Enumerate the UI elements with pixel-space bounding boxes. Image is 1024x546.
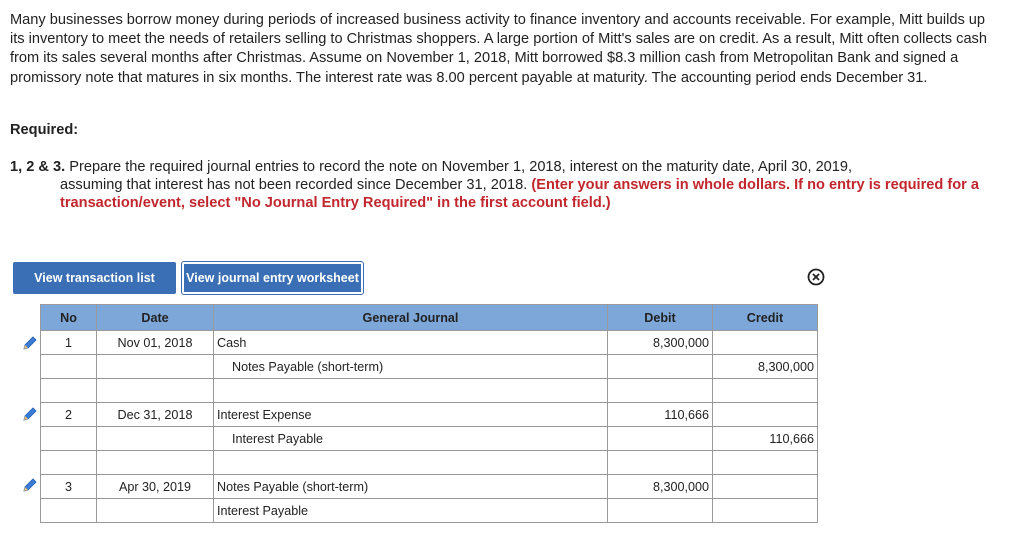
cell-date [97,451,214,475]
instruction-note: (Enter your answers in whole dollars. If no entry is required for a transaction/event, select "No Journal Entry Required" in the first account field.) [60,177,979,212]
cell-account[interactable]: Cash [214,331,608,355]
cell-credit[interactable]: 8,300,000 [713,355,818,379]
edit-entry-1-icon[interactable] [22,335,38,351]
cell-debit[interactable]: 8,300,000 [608,475,713,499]
header-no: No [41,305,97,331]
general-journal-table [40,304,818,523]
cell-credit[interactable] [713,379,818,403]
table-row[interactable] [41,475,818,499]
instruction-text: Prepare the required journal entries to record the note on November 1, 2018, interest on the maturity date, April 30, 2019, [69,159,853,175]
cell-debit[interactable] [608,499,713,523]
cell-debit[interactable]: 8,300,000 [608,331,713,355]
cell-date: Nov 01, 2018 [97,331,214,355]
close-icon[interactable] [807,268,825,286]
cell-debit[interactable]: 110,666 [608,403,713,427]
header-debit: Debit [608,305,713,331]
cell-no [41,451,97,475]
table-row[interactable] [41,379,818,403]
cell-credit[interactable] [713,331,818,355]
cell-no [41,499,97,523]
header-date: Date [97,305,214,331]
cell-credit[interactable] [713,475,818,499]
cell-credit[interactable] [713,499,818,523]
cell-no [41,427,97,451]
cell-date [97,427,214,451]
problem-paragraph: Many businesses borrow money during periods of increased business activity to finance inventory and accounts receivable. For example, Mitt builds up its inventory to meet the needs of retailers selling to Christmas shoppers. A large portion of Mitt's sales are on credit. As a result, Mitt often collects cash from its sales several months after Christmas. Assume on November 1, 2018, Mitt borrowed $8.3 million cash from Metropolitan Bank and signed a promissory note that matures in six months. The interest rate was 8.00 percent payable at maturity. The accounting period ends December 31. [10,12,987,86]
instructions [10,158,1000,213]
cell-account[interactable]: Notes Payable (short-term) [214,355,608,379]
cell-account[interactable]: Interest Expense [214,403,608,427]
cell-debit[interactable] [608,355,713,379]
required-heading: Required: [10,122,79,138]
cell-account[interactable]: Interest Payable [214,427,608,451]
cell-date [97,355,214,379]
header-credit: Credit [713,305,818,331]
table-row[interactable] [41,403,818,427]
cell-date: Apr 30, 2019 [97,475,214,499]
table-row[interactable] [41,499,818,523]
cell-no [41,355,97,379]
cell-debit[interactable] [608,427,713,451]
instruction-text-2: assuming that interest has not been recorded since December 31, 2018. [60,177,528,194]
cell-no: 1 [41,331,97,355]
cell-account[interactable]: Interest Payable [214,499,608,523]
cell-account[interactable]: Notes Payable (short-term) [214,475,608,499]
cell-debit[interactable] [608,379,713,403]
table-row[interactable] [41,451,818,475]
instruction-continuation [10,176,1000,212]
cell-account[interactable] [214,451,608,475]
cell-date: Dec 31, 2018 [97,403,214,427]
cell-credit[interactable]: 110,666 [713,427,818,451]
cell-account[interactable] [214,379,608,403]
instruction-number: 1, 2 & 3. [10,159,66,175]
cell-no [41,379,97,403]
view-journal-entry-worksheet-button[interactable]: View journal entry worksheet [182,262,363,294]
table-row[interactable] [41,355,818,379]
table-row[interactable] [41,427,818,451]
cell-credit[interactable] [713,403,818,427]
edit-entry-3-icon[interactable] [22,477,38,493]
cell-credit[interactable] [713,451,818,475]
cell-debit[interactable] [608,451,713,475]
cell-date [97,379,214,403]
table-row[interactable] [41,331,818,355]
table-header-row [41,305,818,331]
edit-entry-2-icon[interactable] [22,406,38,422]
cell-date [97,499,214,523]
cell-no: 3 [41,475,97,499]
cell-no: 2 [41,403,97,427]
header-general-journal: General Journal [214,305,608,331]
view-transaction-list-button[interactable]: View transaction list [13,262,176,294]
